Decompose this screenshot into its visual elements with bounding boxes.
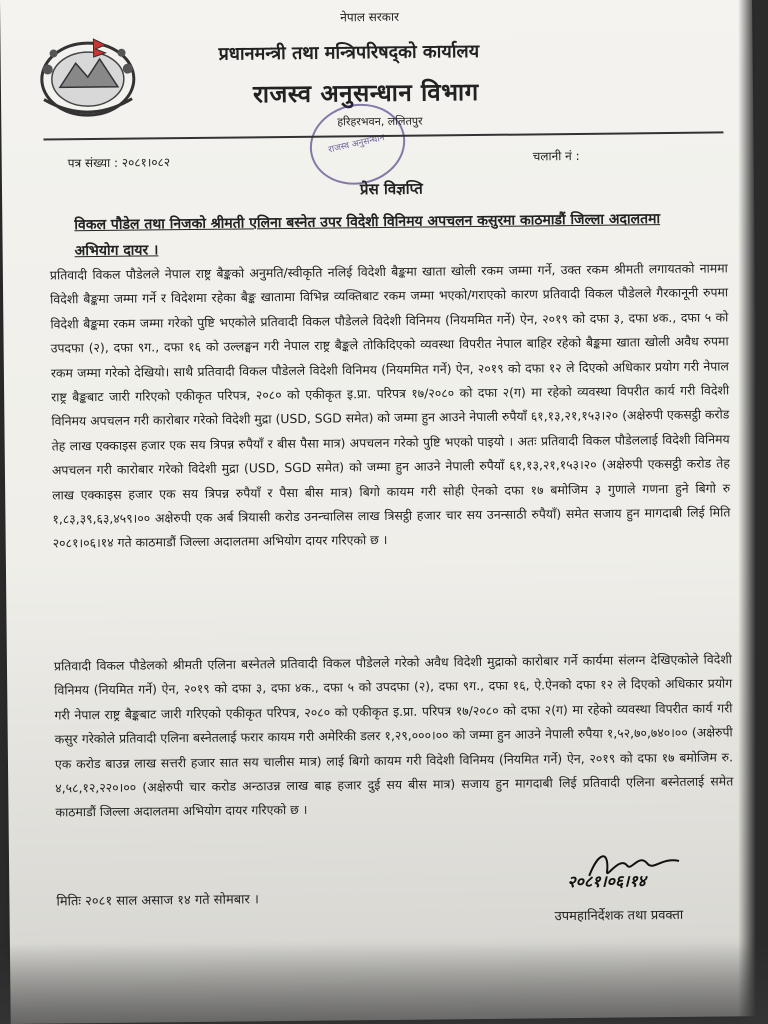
press-release-subject: विकल पौडेल तथा निजको श्रीमती एलिना बस्नेत उपर विदेशी विनिमय अपचलन कसुरमा काठमाडौं जिल्ला अदालतमा अभियोग दायर । [74, 211, 661, 260]
body-paragraph-1: प्रतिवादी विकल पौडेलले नेपाल राष्ट्र बैङ्कको अनुमति/स्वीकृति नलिई विदेशी बैङ्कमा खाता खोली रकम जम्मा गर्ने, उक्त रकम श्रीमती लगायतको नाममा विदेशी बैङ्कमा जम्मा गर्ने र विदेशमा रहेका बैङ्क खातामा विभिन्न व्यक्तिबाट रकम जम्मा भएको/गराएको कारण प्रतिवादी विकल पौडेलले गैरकानूनी रुपमा विदेशी बैङ्कमा रकम जम्मा गरेको पुष्टि भएकोले प्रतिवादी विकल पौडेलले विदेशी विनिमय (नियममित गर्ने) ऐन, २०१९ को दफा ३, दफा ४क., दफा ५ को उपदफा (२), दफा ९ग., दफा १६ को उल्लङ्घन गरी नेपाल राष्ट्र बैङ्कले तोकिदिएको व्यवस्था विपरीत नेपाल बाहिर रहेको बैङ्कमा खाता खोली अवैध रुपमा रकम जम्मा गरेको देखियो। साथै प्रतिवादी विकल पौडेलले विदेशी विनिमय (नियममित गर्ने) ऐन, २०१९ को दफा १२ ले दिएको अधिकार प्रयोग गरी नेपाल राष्ट्र बैङ्कबाट जारी गरिएको एकीकृत परिपत्र, २०८० को एकीकृत इ.प्रा. परिपत्र १७/२०८० को दफा २(ग) मा रहेको व्यवस्था विपरीत कार्य गरी विदेशी विनिमय अपचलन गरी कारोबार गरेको विदेशी मुद्रा (USD, SGD समेत) को जम्मा हुन आउने नेपाली रुपैयाँ ६१,१३,२१,१५३।२० (अक्षेरुपी एकसट्ठी करोड तेह लाख एक्काइस हजार एक सय त्रिपन्न रुपैयाँ र बीस पैसा मात्र) अपचलन गरेको पुष्टि भएको पाइयो । अतः प्रतिवादी विकल पौडेललाई विदेशी विनिमय अपचलन गरी कारोबार गरेको विदेशी मुद्रा (USD, SGD समेत) को जम्मा हुन आउने नेपाली रुपैयाँ ६१,१३,२१,१५३।२० (अक्षेरुपी एकसट्ठी करोड तेह लाख एक्काइस हजार एक सय त्रिपन्न रुपैयाँ र पैसा बीस मात्र) बिगो कायम गरी सोही ऐनको दफा १७ बमोजिम ३ गुणाले गणना हुने बिगो रु १,८३,३९,६३,४५९।०० अक्षेरुपी एक अर्ब त्रियासी करोड उनन्चालिस लाख त्रिसट्ठी हजार चार सय उनन्साठी रुपैयाँ) समेत सजाय हुन मागदाबी लिई मिति २०८१।०६।१४ गते काठमाडौं जिल्ला अदालतमा अभियोग दायर गरिएको छ । [49, 260, 731, 551]
background-edge [738, 0, 768, 1024]
office-stamp-text: राजस्व अनुसन्धान [327, 133, 386, 156]
nepal-emblem-icon [33, 29, 142, 120]
header-address: हरिहरभवन, ललितपुर [337, 114, 423, 129]
signature-date: २०८१।०६।१४ [567, 871, 647, 892]
press-release-title: प्रेस विज्ञप्ति [359, 179, 423, 199]
letter-number: पत्र संख्या : २०८१।०८२ [67, 155, 171, 171]
dispatch-number: चलानी नं : [532, 148, 580, 164]
header-office: प्रधानमन्त्री तथा मन्त्रिपरिषद्को कार्यालय [218, 40, 480, 65]
document-date: मितिः २०८१ साल असाज १४ गते सोमबार । [56, 892, 259, 910]
body-paragraph-2: प्रतिवादी विकल पौडेलको श्रीमती एलिना बस्नेतले प्रतिवादी विकल पौडेलले गरेको अवैध विदेशी मुद्राको कारोबार गर्ने कार्यमा संलग्न देखिएकोले विदेशी विनिमय (नियमित गर्ने) ऐन, २०१९ को दफा ३, दफा ४क., दफा ५ को उपदफा (२), दफा ९ग., दफा १६, ऐ.ऐनको दफा १२ ले दिएको अधिकार प्रयोग गरी नेपाल राष्ट्र बैङ्कबाट जारी गरिएको एकीकृत परिपत्र, २०८० को एकीकृत इ.प्रा. परिपत्र १७/२०८० को दफा २(ग) मा रहेको व्यवस्था विपरीत कार्य गरी कसुर गरेकोले प्रतिवादी एलिना बस्नेतलाई फरार कायम गरी अमेरिकी डलर १,२९,०००।०० को जम्मा हुन आउने नेपाली रुपैया १,५२,७०,७४०।०० (अक्षेरुपी एक करोड बाउन्न लाख सत्तरी हजार सात सय चालीस मात्र) लाई बिगो कायम गरी विदेशी विनिमय (नियमित गर्ने) ऐन, २०१९ को दफा १७ बमोजिम रु. ४,५८,१२,२२०।०० (अक्षेरुपी चार करोड अन्ठाउन्न लाख बाह्र हजार दुई सय बीस मात्र) सजाय हुन मागदाबी लिई प्रतिवादी एलिना बस्नेतलाई समेत काठमाडौं जिल्ला अदालतमा अभियोग दायर गरिएको छ । [53, 651, 734, 820]
signatory-designation: उपमहानिर्देशक तथा प्रवक्ता [554, 907, 684, 925]
bottom-shadow [0, 944, 768, 1024]
header-govt: नेपाल सरकार [340, 9, 400, 25]
header-department: राजस्व अनुसन्धान विभाग [252, 77, 479, 109]
